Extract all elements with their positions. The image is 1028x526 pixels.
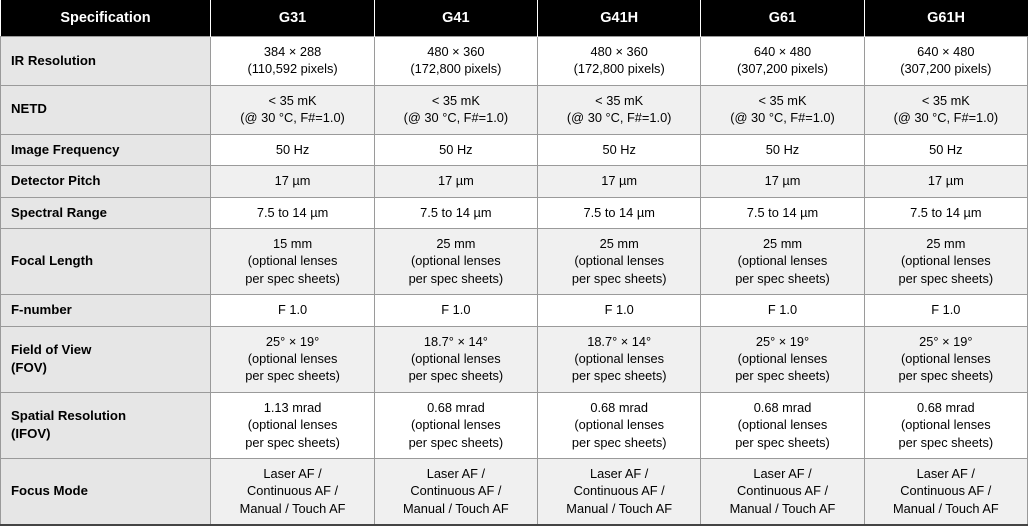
cell-line: per spec sheets) [898,434,994,450]
table-cell [701,166,864,198]
cell-line: F 1.0 [604,302,634,318]
row-label [1,392,211,458]
table-header [1,0,1028,37]
cell-line: 25 mm [926,236,966,251]
table-cell [211,229,374,295]
row-label-line: F-number [11,302,72,318]
table-cell [538,326,701,392]
cell-line: Laser AF / [426,465,486,481]
column-header-model-g61h: G61H [864,0,1027,37]
cell-line: 17 µm [927,173,964,189]
cell-line: 7.5 to 14 µm [256,204,329,220]
table-cell [374,85,537,134]
cell-line: (optional lenses [737,253,828,269]
cell-line: (@ 30 °C, F#=1.0) [240,110,345,126]
table-cell [374,295,537,327]
table-cell [374,458,537,525]
cell-line: 17 µm [601,173,638,189]
row-label [1,326,211,392]
table-cell [538,166,701,198]
table-row [1,166,1028,198]
cell-line: 0.68 mrad [590,399,648,415]
table-cell [538,295,701,327]
cell-line: (307,200 pixels) [900,61,992,77]
row-label [1,37,211,86]
cell-line: Laser AF / [753,465,812,481]
table-cell [211,458,374,525]
table-cell [701,229,864,295]
row-label-line: Spectral Range [11,204,108,220]
cell-line: 0.68 mrad [427,399,485,415]
row-label-line: Field of View [11,342,92,358]
cell-line: F 1.0 [931,302,961,318]
cell-line: (optional lenses [737,417,828,433]
cell-line: 50 Hz [765,141,800,157]
cell-line: per spec sheets) [408,270,504,286]
cell-line: 17 µm [437,173,474,189]
table-cell [211,85,374,134]
cell-line: (optional lenses [247,417,338,433]
cell-line: 50 Hz [929,141,963,157]
table-cell [701,85,864,134]
table-cell [538,392,701,458]
cell-line: < 35 mK [921,92,970,108]
cell-line: 17 µm [764,173,801,189]
table-cell [538,197,701,229]
cell-line: per spec sheets) [245,434,340,450]
table-cell [701,295,864,327]
row-label [1,229,211,295]
cell-line: 25° × 19° [755,333,810,349]
table-cell [864,295,1027,327]
cell-line: per spec sheets) [571,434,667,450]
cell-line: 25 mm [599,236,639,251]
cell-line: Continuous AF / [736,483,829,499]
cell-line: (@ 30 °C, F#=1.0) [730,110,835,126]
table-cell [374,392,537,458]
cell-line: Laser AF / [916,465,975,481]
table-row [1,295,1028,327]
table-row [1,229,1028,295]
table-cell [864,37,1027,86]
cell-line: Laser AF / [590,465,649,481]
cell-line: 18.7° × 14° [423,333,488,349]
cell-line: 0.68 mrad [917,399,975,415]
cell-line: Manual / Touch AF [892,500,999,516]
cell-line: Manual / Touch AF [566,500,673,516]
table-cell [701,458,864,525]
table-cell [211,295,374,327]
row-label [1,458,211,525]
cell-line: 50 Hz [602,141,636,157]
cell-line: Continuous AF / [573,483,665,499]
cell-line: (@ 30 °C, F#=1.0) [566,110,672,126]
cell-line: 384 × 288 [263,44,322,59]
cell-line: F 1.0 [441,302,471,318]
cell-line: < 35 mK [595,92,644,108]
cell-line: 17 µm [274,173,311,189]
table-cell [374,166,537,198]
row-label [1,85,211,134]
table-row [1,326,1028,392]
cell-line: < 35 mK [268,92,317,108]
cell-line: (optional lenses [901,253,991,269]
cell-line: Continuous AF / [900,483,992,499]
table-cell [701,197,864,229]
cell-line: per spec sheets) [408,368,504,384]
cell-line: per spec sheets) [571,368,667,384]
table-cell [864,229,1027,295]
cell-line: per spec sheets) [735,434,830,450]
cell-line: 50 Hz [275,141,310,157]
cell-line: 25 mm [762,236,803,251]
cell-line: 25 mm [436,236,476,251]
row-label-line: Focus Mode [11,483,88,499]
column-header-model-g41: G41 [374,0,537,37]
table-cell [374,134,537,166]
table-cell [211,326,374,392]
cell-line: Continuous AF / [410,483,502,499]
table-row [1,85,1028,134]
cell-line: < 35 mK [758,92,807,108]
row-label-line: Detector Pitch [11,173,101,188]
column-header-specification: Specification [1,0,211,37]
row-label [1,134,211,166]
header-row [1,0,1028,37]
cell-line: 15 mm [273,236,313,251]
cell-line: Manual / Touch AF [239,500,346,516]
cell-line: per spec sheets) [408,434,504,450]
row-label-line: Image Frequency [11,141,120,157]
row-label-line: NETD [11,101,47,117]
cell-line: 18.7° × 14° [587,333,652,349]
table-cell [701,326,864,392]
row-label [1,197,211,229]
table-row [1,37,1028,86]
cell-line: (110,592 pixels) [247,61,338,77]
table-cell [211,134,374,166]
cell-line: 0.68 mrad [753,399,812,415]
cell-line: 480 × 360 [590,44,648,59]
table-cell [864,85,1027,134]
cell-line: (optional lenses [411,417,501,433]
table-cell [701,134,864,166]
cell-line: (optional lenses [247,351,338,366]
cell-line: per spec sheets) [898,368,994,384]
cell-line: (optional lenses [574,351,664,366]
table-cell [701,37,864,86]
row-label-line: Focal Length [11,253,94,269]
table-cell [538,134,701,166]
cell-line: (optional lenses [901,351,991,366]
table-cell [374,326,537,392]
cell-line: per spec sheets) [245,270,340,286]
cell-line: 25° × 19° [919,333,973,349]
row-label-line: IR Resolution [11,52,96,68]
cell-line: Continuous AF / [247,483,339,499]
row-label-line: (IFOV) [11,425,51,441]
cell-line: (172,800 pixels) [573,61,665,77]
table-cell [211,392,374,458]
cell-line: 7.5 to 14 µm [746,204,819,220]
table-cell [374,197,537,229]
cell-line: per spec sheets) [735,368,830,384]
row-label-line: (FOV) [11,359,47,375]
table-row [1,197,1028,229]
table-body [1,37,1028,526]
row-label-line: Spatial Resolution [11,408,127,424]
table-cell [374,229,537,295]
cell-line: Manual / Touch AF [729,500,836,516]
table-row [1,392,1028,458]
cell-line: F 1.0 [767,302,798,318]
table-cell [864,392,1027,458]
cell-line: F 1.0 [277,302,308,318]
cell-line: 7.5 to 14 µm [910,204,982,220]
cell-line: 7.5 to 14 µm [420,204,492,220]
cell-line: (@ 30 °C, F#=1.0) [403,110,509,126]
table-cell [211,37,374,86]
table-cell [538,229,701,295]
cell-line: 1.13 mrad [263,399,322,415]
table-cell [864,326,1027,392]
cell-line: per spec sheets) [898,270,994,286]
column-header-model-g61: G61 [701,0,864,37]
table-cell [211,166,374,198]
cell-line: (optional lenses [574,253,664,269]
cell-line: 480 × 360 [427,44,485,59]
table-cell [864,166,1027,198]
cell-line: (172,800 pixels) [410,61,502,77]
cell-line: (optional lenses [247,253,338,269]
cell-line: per spec sheets) [245,368,340,384]
cell-line: per spec sheets) [735,270,830,286]
cell-line: 50 Hz [439,141,473,157]
table-cell [864,134,1027,166]
table-cell [374,37,537,86]
table-cell [864,197,1027,229]
table-cell [211,197,374,229]
column-header-model-g31: G31 [211,0,374,37]
table-cell [538,458,701,525]
cell-line: Laser AF / [263,465,322,481]
table-cell [538,37,701,86]
cell-line: (optional lenses [737,351,828,366]
cell-line: (optional lenses [411,351,501,366]
cell-line: 7.5 to 14 µm [583,204,655,220]
row-label [1,166,211,198]
table-cell [701,392,864,458]
row-label [1,295,211,327]
table-row [1,134,1028,166]
cell-line: (307,200 pixels) [736,61,829,77]
cell-line: 25° × 19° [265,333,320,349]
cell-line: (@ 30 °C, F#=1.0) [893,110,999,126]
cell-line: < 35 mK [431,92,480,108]
cell-line: (optional lenses [901,417,991,433]
cell-line: (optional lenses [574,417,664,433]
cell-line: Manual / Touch AF [402,500,509,516]
column-header-model-g41h: G41H [538,0,701,37]
cell-line: 640 × 480 [753,44,812,59]
table-row [1,458,1028,525]
table-cell [864,458,1027,525]
cell-line: 640 × 480 [917,44,975,59]
cell-line: (optional lenses [411,253,501,269]
table-cell [538,85,701,134]
cell-line: per spec sheets) [571,270,667,286]
